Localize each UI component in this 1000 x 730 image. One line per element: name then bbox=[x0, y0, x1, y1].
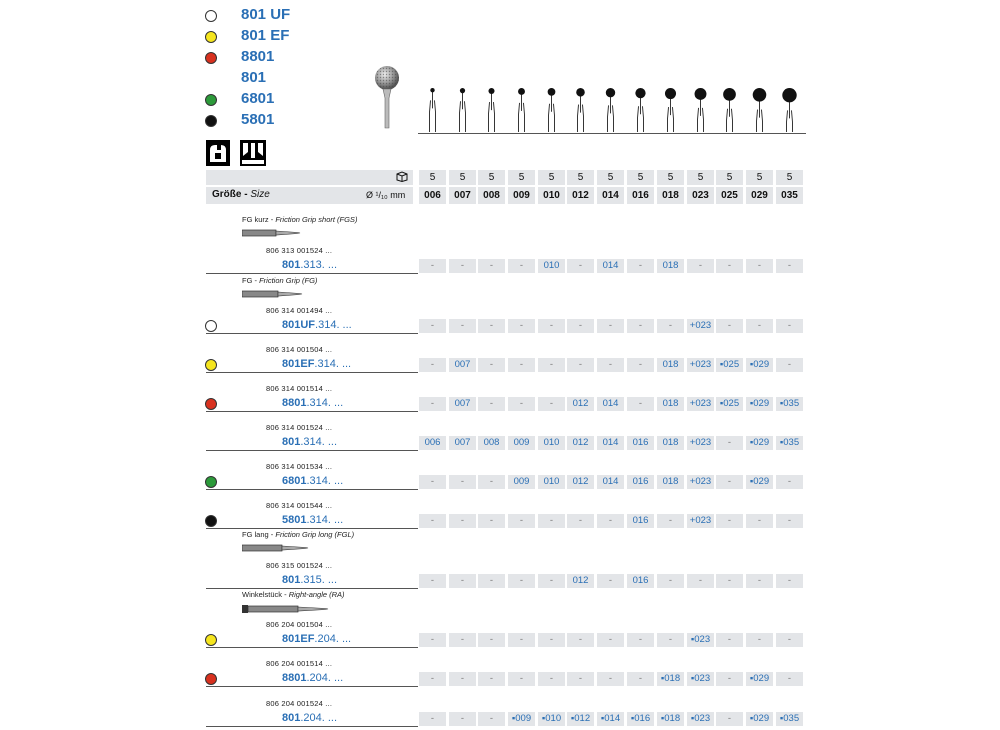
availability-cell: 014 bbox=[597, 475, 624, 489]
pack-qty-cell: 5 bbox=[419, 170, 446, 185]
bur-diagram-009 bbox=[518, 88, 525, 132]
row-divider bbox=[206, 588, 418, 589]
size-header-025: 025 bbox=[716, 187, 743, 204]
availability-cell: 012 bbox=[567, 475, 594, 489]
availability-cell: - bbox=[776, 574, 803, 588]
variant-dot-icon bbox=[205, 515, 217, 527]
product-code: 8801.314. ... bbox=[282, 397, 344, 409]
availability-cell: - bbox=[716, 436, 743, 450]
availability-cell: - bbox=[597, 319, 624, 333]
size-header-023: 023 bbox=[687, 187, 714, 204]
legend-item-6801 bbox=[205, 90, 325, 111]
variant-dot-icon bbox=[205, 634, 217, 646]
availability-cell: ▪029 bbox=[746, 358, 773, 372]
availability-cell: - bbox=[419, 358, 446, 372]
bur-size-diagrams bbox=[418, 78, 804, 134]
row-divider bbox=[206, 686, 418, 687]
availability-cell: 007 bbox=[449, 358, 476, 372]
product-code: 801.314. ... bbox=[282, 436, 338, 448]
legend-item-801uf bbox=[205, 6, 325, 27]
availability-cell: - bbox=[449, 514, 476, 528]
availability-cell: - bbox=[538, 358, 565, 372]
section-caption-fgl: FG lang - Friction Grip long (FGL) bbox=[242, 530, 355, 539]
availability-cell: - bbox=[508, 259, 535, 273]
availability-cell: - bbox=[449, 633, 476, 647]
fg-shank-image bbox=[242, 289, 304, 299]
availability-cell: - bbox=[567, 672, 594, 686]
pack-qty-cell: 5 bbox=[597, 170, 624, 185]
availability-cell: 010 bbox=[538, 259, 565, 273]
availability-cell: - bbox=[657, 319, 684, 333]
variant-dot-icon bbox=[205, 476, 217, 488]
availability-cell: - bbox=[508, 397, 535, 411]
availability-cell: - bbox=[419, 259, 446, 273]
availability-cell: +023 bbox=[687, 397, 714, 411]
legend-label: 801 bbox=[241, 69, 267, 86]
availability-cell: - bbox=[449, 475, 476, 489]
product-code: 801EF.204. ... bbox=[282, 633, 352, 645]
availability-cell: - bbox=[508, 514, 535, 528]
availability-cell: 014 bbox=[597, 259, 624, 273]
size-header-012: 012 bbox=[567, 187, 594, 204]
size-header-006: 006 bbox=[419, 187, 446, 204]
legend-label: 801 EF bbox=[241, 27, 290, 44]
availability-cell: ▪009 bbox=[508, 712, 535, 726]
size-header-035: 035 bbox=[776, 187, 803, 204]
availability-cell: - bbox=[657, 514, 684, 528]
article-number: 806 313 001524 ... bbox=[266, 246, 333, 255]
availability-cell: - bbox=[508, 319, 535, 333]
availability-cell: - bbox=[478, 633, 505, 647]
availability-cell: - bbox=[597, 672, 624, 686]
availability-cell: ▪012 bbox=[567, 712, 594, 726]
article-number: 806 314 001494 ... bbox=[266, 306, 333, 315]
availability-cell: ▪016 bbox=[627, 712, 654, 726]
size-header-010: 010 bbox=[538, 187, 565, 204]
article-number: 806 314 001544 ... bbox=[266, 501, 333, 510]
article-number: 806 204 001504 ... bbox=[266, 620, 333, 629]
bur-diagram-010 bbox=[548, 88, 556, 132]
availability-cell: - bbox=[419, 633, 446, 647]
availability-cell: - bbox=[567, 633, 594, 647]
availability-cell: - bbox=[627, 319, 654, 333]
product-code: 6801.314. ... bbox=[282, 475, 344, 487]
row-divider bbox=[206, 273, 418, 274]
availability-cell: +023 bbox=[687, 475, 714, 489]
size-header-007: 007 bbox=[449, 187, 476, 204]
availability-cell: - bbox=[538, 574, 565, 588]
availability-cell: - bbox=[627, 358, 654, 372]
availability-cell: 008 bbox=[478, 436, 505, 450]
availability-cell: - bbox=[478, 514, 505, 528]
availability-cell: - bbox=[657, 633, 684, 647]
product-code: 801EF.314. ... bbox=[282, 358, 352, 370]
size-header-008: 008 bbox=[478, 187, 505, 204]
availability-cell: - bbox=[597, 574, 624, 588]
availability-cell: - bbox=[627, 672, 654, 686]
variant-dot-icon bbox=[205, 673, 217, 685]
article-number: 806 314 001534 ... bbox=[266, 462, 333, 471]
availability-cell: - bbox=[627, 397, 654, 411]
availability-cell: - bbox=[776, 514, 803, 528]
size-header-014: 014 bbox=[597, 187, 624, 204]
bur-diagram-006 bbox=[430, 88, 436, 132]
availability-cell: 014 bbox=[597, 397, 624, 411]
availability-cell: - bbox=[508, 672, 535, 686]
availability-cell: 016 bbox=[627, 436, 654, 450]
section-caption-ra: Winkelstück - Right-angle (RA) bbox=[242, 590, 345, 599]
availability-cell: - bbox=[478, 397, 505, 411]
availability-cell: - bbox=[746, 633, 773, 647]
availability-cell: ▪023 bbox=[687, 712, 714, 726]
availability-cell: - bbox=[716, 672, 743, 686]
bur-diagram-014 bbox=[606, 88, 615, 132]
availability-cell: ▪025 bbox=[716, 397, 743, 411]
availability-cell: ▪029 bbox=[746, 436, 773, 450]
white-dot-icon bbox=[205, 10, 217, 22]
availability-cell: - bbox=[746, 514, 773, 528]
availability-cell: - bbox=[567, 259, 594, 273]
bur-diagram-029 bbox=[753, 88, 767, 132]
product-code: 801.204. ... bbox=[282, 712, 338, 724]
package-icon bbox=[396, 171, 408, 185]
pack-qty-cell: 5 bbox=[716, 170, 743, 185]
availability-cell: ▪035 bbox=[776, 436, 803, 450]
availability-cell: - bbox=[597, 514, 624, 528]
fgs-shank-image bbox=[242, 228, 304, 238]
availability-cell: - bbox=[478, 358, 505, 372]
availability-cell: - bbox=[687, 259, 714, 273]
row-divider bbox=[206, 411, 418, 412]
availability-cell: 016 bbox=[627, 574, 654, 588]
legend-label: 8801 bbox=[241, 48, 275, 65]
variant-dot-icon bbox=[205, 320, 217, 332]
availability-cell: ▪029 bbox=[746, 397, 773, 411]
availability-cell: - bbox=[419, 397, 446, 411]
article-number: 806 314 001514 ... bbox=[266, 384, 333, 393]
availability-cell: ▪025 bbox=[716, 358, 743, 372]
product-code: 5801.314. ... bbox=[282, 514, 344, 526]
availability-cell: - bbox=[508, 358, 535, 372]
legend-label: 5801 bbox=[241, 111, 275, 128]
bur-diagram-025 bbox=[723, 88, 736, 132]
availability-cell: ▪035 bbox=[776, 712, 803, 726]
availability-cell: - bbox=[716, 574, 743, 588]
bur-diagram-018 bbox=[665, 88, 676, 132]
availability-cell: - bbox=[716, 319, 743, 333]
availability-cell: ▪029 bbox=[746, 712, 773, 726]
availability-cell: 016 bbox=[627, 475, 654, 489]
divider bbox=[418, 133, 806, 134]
pack-qty-cell: 5 bbox=[746, 170, 773, 185]
product-code: 801UF.314. ... bbox=[282, 319, 352, 331]
availability-cell: +023 bbox=[687, 514, 714, 528]
availability-cell: - bbox=[776, 259, 803, 273]
availability-cell: 018 bbox=[657, 259, 684, 273]
availability-cell: ▪023 bbox=[687, 672, 714, 686]
availability-cell: +023 bbox=[687, 319, 714, 333]
availability-cell: - bbox=[478, 259, 505, 273]
bur-diagram-016 bbox=[635, 88, 645, 132]
availability-cell: - bbox=[716, 712, 743, 726]
availability-cell: 018 bbox=[657, 475, 684, 489]
black-dot-icon bbox=[205, 115, 217, 127]
article-number: 806 314 001524 ... bbox=[266, 423, 333, 432]
article-number: 806 204 001514 ... bbox=[266, 659, 333, 668]
row-divider bbox=[206, 726, 418, 727]
latch-icon bbox=[206, 140, 230, 166]
availability-cell: - bbox=[449, 574, 476, 588]
variant-dot-icon bbox=[205, 359, 217, 371]
availability-cell: - bbox=[687, 574, 714, 588]
availability-cell: 018 bbox=[657, 436, 684, 450]
availability-cell: - bbox=[776, 319, 803, 333]
availability-cell: - bbox=[776, 358, 803, 372]
availability-cell: - bbox=[776, 475, 803, 489]
section-caption-fg: FG - Friction Grip (FG) bbox=[242, 276, 318, 285]
availability-cell: - bbox=[508, 574, 535, 588]
green-dot-icon bbox=[205, 94, 217, 106]
availability-cell: - bbox=[449, 672, 476, 686]
legend-item-801 bbox=[205, 69, 325, 90]
section-caption-fgs: FG kurz - Friction Grip short (FGS) bbox=[242, 215, 358, 224]
pack-qty-cell: 5 bbox=[567, 170, 594, 185]
availability-cell: - bbox=[538, 319, 565, 333]
availability-cell: ▪029 bbox=[746, 475, 773, 489]
availability-cell: - bbox=[419, 475, 446, 489]
row-divider bbox=[206, 528, 418, 529]
article-number: 806 204 001524 ... bbox=[266, 699, 333, 708]
pack-qty-cell: 5 bbox=[687, 170, 714, 185]
pack-header-band bbox=[206, 170, 413, 185]
bur-diagram-012 bbox=[576, 88, 585, 132]
bur-detail-image bbox=[370, 64, 404, 130]
bur-diagram-008 bbox=[488, 88, 494, 132]
size-header-009: 009 bbox=[508, 187, 535, 204]
availability-cell: - bbox=[716, 259, 743, 273]
availability-cell: ▪018 bbox=[657, 712, 684, 726]
availability-cell: 016 bbox=[627, 514, 654, 528]
availability-cell: 006 bbox=[419, 436, 446, 450]
availability-cell: - bbox=[419, 712, 446, 726]
availability-cell: - bbox=[478, 574, 505, 588]
legend-item-801ef bbox=[205, 27, 325, 48]
row-divider bbox=[206, 647, 418, 648]
availability-cell: - bbox=[627, 259, 654, 273]
availability-cell: - bbox=[419, 514, 446, 528]
availability-cell: - bbox=[567, 319, 594, 333]
availability-cell: - bbox=[746, 319, 773, 333]
availability-cell: 009 bbox=[508, 475, 535, 489]
availability-cell: - bbox=[478, 672, 505, 686]
availability-cell: - bbox=[746, 574, 773, 588]
availability-cell: 009 bbox=[508, 436, 535, 450]
pack-qty-cell: 5 bbox=[657, 170, 684, 185]
article-number: 806 315 001524 ... bbox=[266, 561, 333, 570]
availability-cell: - bbox=[538, 397, 565, 411]
availability-cell: - bbox=[776, 672, 803, 686]
availability-cell: - bbox=[449, 319, 476, 333]
pack-qty-cell: 5 bbox=[478, 170, 505, 185]
size-header-018: 018 bbox=[657, 187, 684, 204]
row-divider bbox=[206, 450, 418, 451]
variant-dot-icon bbox=[205, 398, 217, 410]
availability-cell: - bbox=[746, 259, 773, 273]
product-code: 801.315. ... bbox=[282, 574, 338, 586]
fgl-shank-image bbox=[242, 543, 310, 553]
pack-qty-cell: 5 bbox=[776, 170, 803, 185]
availability-cell: 010 bbox=[538, 475, 565, 489]
availability-cell: - bbox=[478, 475, 505, 489]
availability-cell: 014 bbox=[597, 436, 624, 450]
availability-cell: ▪018 bbox=[657, 672, 684, 686]
availability-cell: - bbox=[538, 672, 565, 686]
legend-item-8801 bbox=[205, 48, 325, 69]
ra-shank-image bbox=[242, 603, 332, 615]
availability-cell: - bbox=[776, 633, 803, 647]
row-divider bbox=[206, 372, 418, 373]
availability-cell: 018 bbox=[657, 358, 684, 372]
availability-cell: - bbox=[538, 633, 565, 647]
availability-cell: - bbox=[597, 358, 624, 372]
availability-cell: - bbox=[567, 514, 594, 528]
availability-cell: +023 bbox=[687, 436, 714, 450]
legend-label: 6801 bbox=[241, 90, 275, 107]
availability-cell: - bbox=[478, 712, 505, 726]
availability-cell: - bbox=[419, 574, 446, 588]
availability-cell: 007 bbox=[449, 436, 476, 450]
availability-cell: - bbox=[716, 514, 743, 528]
size-label: Größe - Size bbox=[212, 189, 270, 200]
pack-qty-cell: 5 bbox=[627, 170, 654, 185]
availability-cell: +023 bbox=[687, 358, 714, 372]
availability-cell: - bbox=[716, 633, 743, 647]
pack-qty-cell: 5 bbox=[538, 170, 565, 185]
availability-cell: - bbox=[478, 319, 505, 333]
availability-cell: 012 bbox=[567, 436, 594, 450]
bur-diagram-035 bbox=[782, 88, 796, 132]
availability-cell: - bbox=[597, 633, 624, 647]
bur-diagram-007 bbox=[460, 88, 466, 132]
availability-cell: ▪014 bbox=[597, 712, 624, 726]
yellow-dot-icon bbox=[205, 31, 217, 43]
availability-cell: - bbox=[449, 259, 476, 273]
availability-cell: - bbox=[508, 633, 535, 647]
pack-qty-cell: 5 bbox=[449, 170, 476, 185]
availability-cell: ▪023 bbox=[687, 633, 714, 647]
availability-cell: ▪029 bbox=[746, 672, 773, 686]
article-number: 806 314 001504 ... bbox=[266, 345, 333, 354]
availability-cell: - bbox=[419, 672, 446, 686]
pack-qty-cell: 5 bbox=[508, 170, 535, 185]
availability-cell: 010 bbox=[538, 436, 565, 450]
availability-cell: ▪010 bbox=[538, 712, 565, 726]
size-header-029: 029 bbox=[746, 187, 773, 204]
availability-cell: - bbox=[657, 574, 684, 588]
availability-cell: - bbox=[567, 358, 594, 372]
availability-cell: 018 bbox=[657, 397, 684, 411]
availability-cell: - bbox=[449, 712, 476, 726]
availability-cell: - bbox=[538, 514, 565, 528]
availability-cell: 012 bbox=[567, 574, 594, 588]
red-dot-icon bbox=[205, 52, 217, 64]
availability-cell: - bbox=[627, 633, 654, 647]
anatomy-icon bbox=[240, 140, 266, 166]
availability-cell: 007 bbox=[449, 397, 476, 411]
bur-diagram-023 bbox=[695, 88, 707, 132]
legend-item-5801 bbox=[205, 111, 325, 132]
product-code: 801.313. ... bbox=[282, 259, 338, 271]
availability-cell: - bbox=[419, 319, 446, 333]
availability-cell: ▪035 bbox=[776, 397, 803, 411]
size-header-016: 016 bbox=[627, 187, 654, 204]
diameter-label: Ø ¹/₁₀ mm bbox=[366, 190, 406, 200]
availability-cell: - bbox=[716, 475, 743, 489]
row-divider bbox=[206, 489, 418, 490]
legend-label: 801 UF bbox=[241, 6, 291, 23]
availability-cell: 012 bbox=[567, 397, 594, 411]
product-code: 8801.204. ... bbox=[282, 672, 344, 684]
row-divider bbox=[206, 333, 418, 334]
